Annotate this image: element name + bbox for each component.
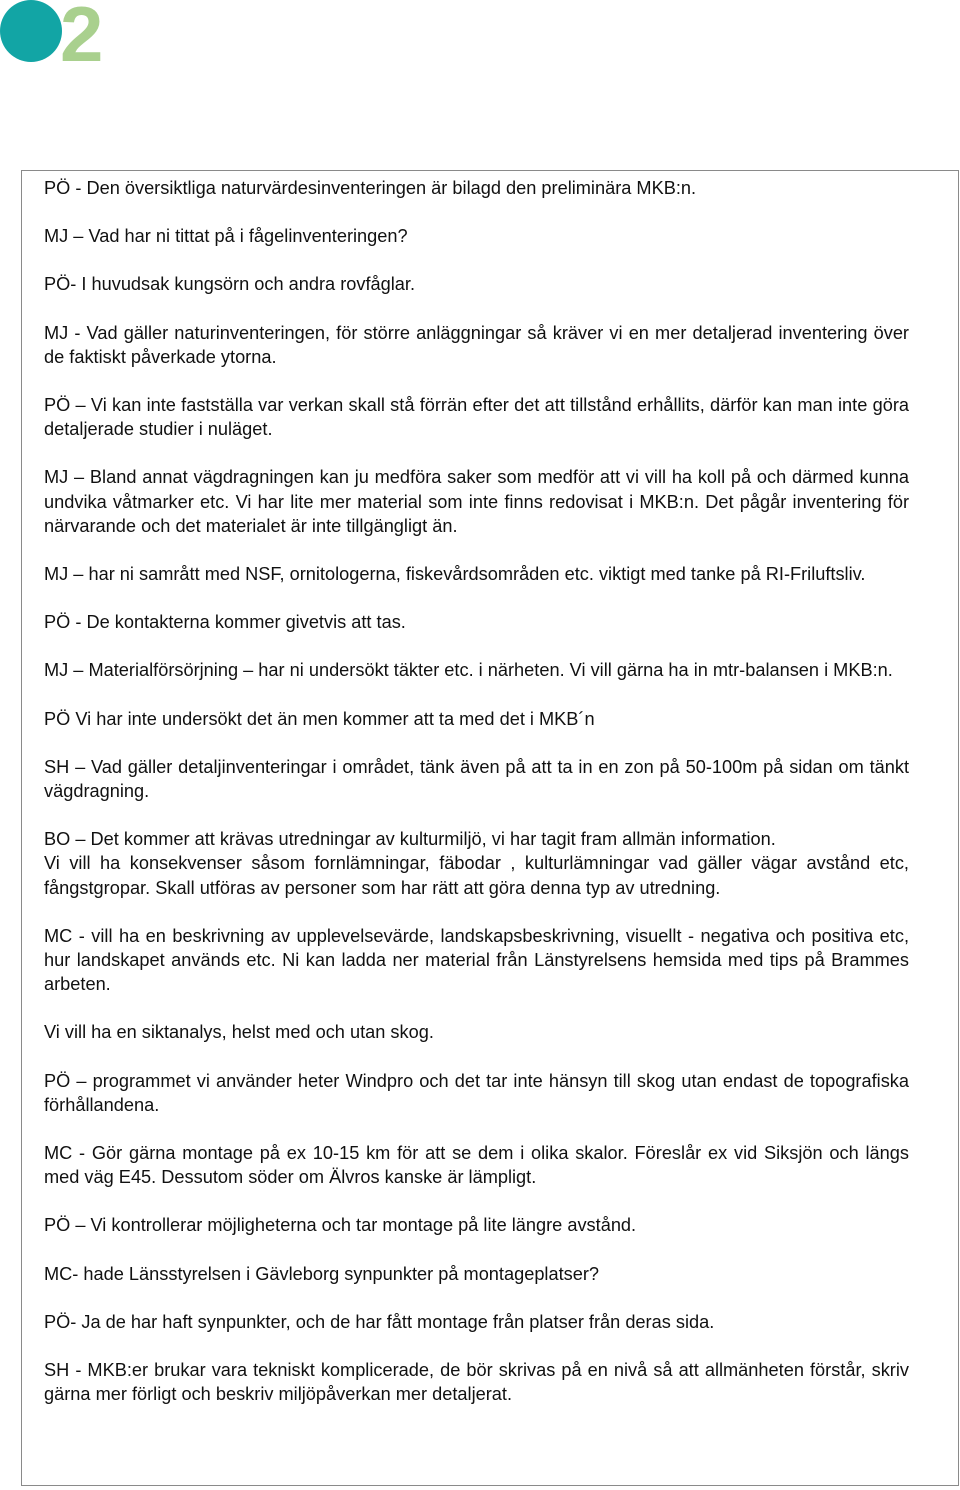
- paragraph: PÖ Vi har inte undersökt det än men kommer att ta med det i MKB´n: [44, 708, 595, 729]
- paragraph: SH - MKB:er brukar vara tekniskt komplicerade, de bör skrivas på en nivå så att allmänheten förstår, skriv gärna mer förligt och beskriv miljöpåverkan mer detaljerat.: [44, 1360, 909, 1405]
- document-body: [44, 176, 909, 1431]
- paragraph: PÖ – Vi kontrollerar möjligheterna och tar montage på lite längre avstånd.: [44, 1215, 637, 1236]
- logo-digit: 2: [60, 0, 104, 66]
- company-logo: [0, 0, 112, 66]
- paragraph: Vi vill ha en siktanalys, helst med och utan skog.: [44, 1022, 434, 1043]
- paragraph: PÖ- I huvudsak kungsörn och andra rovfåglar.: [44, 274, 416, 295]
- paragraph: Vi vill ha konsekvenser såsom fornlämningar, fäbodar , kulturlämningar vad gäller vägar avstånd etc, fångstgropar. Skall utföras av personer som har rätt att göra denna typ av utredning.: [44, 853, 909, 898]
- paragraph: MC - Gör gärna montage på ex 10-15 km för att se dem i olika skalor. Föreslår ex vid Siksjön och längs med väg E45. Dessutom söder om Älvros kanske är lämpligt.: [44, 1143, 909, 1188]
- paragraph: MJ – Bland annat vägdragningen kan ju medföra saker som medför att vi vill ha koll på och därmed kunna undvika våtmarker etc. Vi har lite mer material som inte finns redovisat i MKB:n. Det pågår inventering för närvarande och det materialet är inte tillgängligt än.: [44, 467, 909, 536]
- paragraph: PÖ – programmet vi använder heter Windpro och det tar inte hänsyn till skog utan endast de topografiska förhållandena.: [44, 1070, 909, 1115]
- paragraph: SH – Vad gäller detaljinventeringar i området, tänk även på att ta in en zon på 50-100m på sidan om tänkt vägdragning.: [44, 756, 909, 802]
- paragraph: MC - vill ha en beskrivning av upplevelsevärde, landskapsbeskrivning, visuellt - negativa och positiva etc, hur landskapet används etc. Ni kan ladda ner material från Länstyrelsens hemsida med tips på Brammes arbeten.: [44, 925, 909, 995]
- paragraph: MJ – Materialförsörjning – har ni undersökt täkter etc. i närheten. Vi vill gärna ha in mtr-balansen i MKB:n.: [44, 660, 893, 681]
- paragraph: MC- hade Länsstyrelsen i Gävleborg synpunkter på montageplatser?: [44, 1263, 600, 1284]
- logo-circle: [0, 0, 62, 62]
- paragraph: PÖ - Den översiktliga naturvärdesinventeringen är bilagd den preliminära MKB:n.: [44, 178, 697, 198]
- paragraph: MJ – har ni samrått med NSF, ornitologerna, fiskevårdsområden etc. viktigt med tanke på RI-Friluftsliv.: [44, 564, 866, 585]
- paragraph: MJ - Vad gäller naturinventeringen, för större anläggningar så kräver vi en mer detaljerad inventering över de faktiskt påverkade ytorna.: [44, 322, 909, 367]
- paragraph: PÖ- Ja de har haft synpunkter, och de har fått montage från platser från deras sida.: [44, 1311, 715, 1332]
- paragraph: BO – Det kommer att krävas utredningar av kulturmiljö, vi har tagit fram allmän information.: [44, 829, 776, 850]
- paragraph: PÖ - De kontakterna kommer givetvis att tas.: [44, 612, 406, 633]
- paragraph: MJ – Vad har ni tittat på i fågelinventeringen?: [44, 226, 408, 247]
- paragraph: PÖ – Vi kan inte fastställa var verkan skall stå förrän efter det att tillstånd erhållits, därför kan man inte göra detaljerade studier i nuläget.: [44, 395, 909, 440]
